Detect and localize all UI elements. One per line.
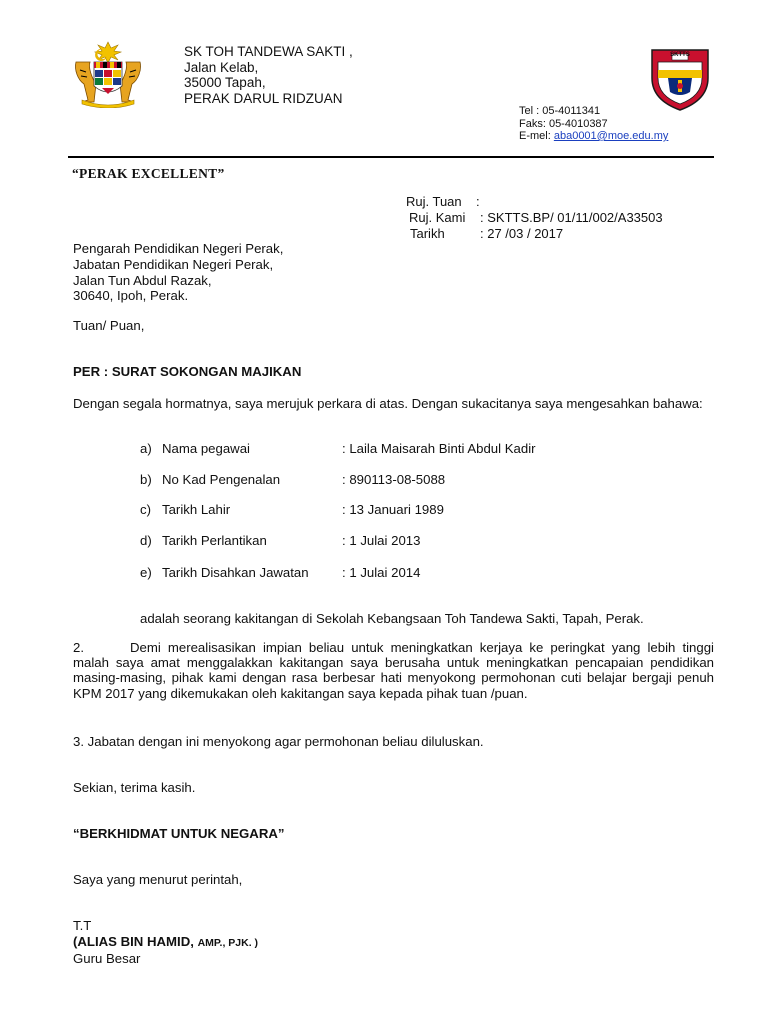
detail-label: Tarikh Disahkan Jawatan <box>162 565 309 580</box>
tt-mark: T.T <box>73 918 92 933</box>
para2-text: Demi merealisasikan impian beliau untuk meningkatkan kerjaya ke peringkat yang lebih tinggi malah saya amat menggalakkan kakitangan saya berusaha untuk meningkatkan pencapaian pendidikan masing-masing, pihak kami dengan rasa berbesar hati menyokong permohonan cuti belajar bergaji penuh KPM 2017 yang dikemukakan oleh kakitangan saya kepada pihak tuan /puan. <box>73 640 714 701</box>
contact-block <box>519 105 668 143</box>
detail-letter: a) <box>140 441 152 456</box>
ruj-kami-value: : SKTTS.BP/ 01/11/002/A33503 <box>480 210 663 225</box>
address-line: 35000 Tapah, <box>184 75 266 90</box>
school-address-block <box>184 44 353 106</box>
address-line: Jalan Kelab, <box>184 59 259 75</box>
signatory-name-text: (ALIAS BIN HAMID, <box>73 933 194 949</box>
ruj-tuan-value: : <box>476 194 480 209</box>
ruj-kami-label: Ruj. Kami <box>409 210 466 225</box>
tarikh-row <box>410 226 663 242</box>
closing-line: Sekian, terima kasih. <box>73 780 196 795</box>
signatory-titles: AMP., PJK. ) <box>197 936 259 949</box>
signatory-position: Guru Besar <box>73 951 141 966</box>
detail-value: : 13 Januari 1989 <box>342 502 444 517</box>
detail-label: Nama pegawai <box>162 441 250 456</box>
para3-paragraph: 3. Jabatan dengan ini menyokong agar permohonan beliau diluluskan. <box>73 734 484 749</box>
detail-value: : Laila Maisarah Binti Abdul Kadir <box>342 441 536 456</box>
detail-letter: d) <box>140 533 152 548</box>
staff-line: adalah seorang kakitangan di Sekolah Kebangsaan Toh Tandewa Sakti, Tapah, Perak. <box>140 611 644 626</box>
detail-letter: b) <box>140 472 152 487</box>
recipient-line: 30640, Ipoh, Perak. <box>73 288 189 304</box>
fax-line: Faks: 05-4010387 <box>519 117 608 130</box>
email-link[interactable]: aba0001@moe.edu.my <box>553 130 669 142</box>
recipient-line: Pengarah Pendidikan Negeri Perak, <box>73 241 284 256</box>
para2-paragraph <box>73 640 714 701</box>
intro-paragraph: Dengan segala hormatnya, saya merujuk perkara di atas. Dengan sukacitanya saya mengesahkan bahawa: <box>73 396 703 411</box>
ruj-tuan-label: Ruj. Tuan <box>406 194 462 209</box>
detail-label: Tarikh Lahir <box>162 502 231 517</box>
reference-block <box>406 194 663 242</box>
malaysia-crest-icon <box>72 40 144 108</box>
recipient-line: Jalan Tun Abdul Razak, <box>73 272 212 288</box>
logo-text: SKTTS <box>670 52 690 58</box>
subject-line: PER : SURAT SOKONGAN MAJIKAN <box>73 364 302 379</box>
salutation: Tuan/ Puan, <box>73 318 145 333</box>
recipient-block <box>73 241 283 304</box>
signatory-name <box>73 934 258 952</box>
ruj-tuan-row <box>406 194 663 210</box>
detail-letter: e) <box>140 565 152 580</box>
school-name: SK TOH TANDEWA SAKTI , <box>184 44 353 59</box>
detail-letter: c) <box>140 502 151 517</box>
motto-top: “PERAK EXCELLENT” <box>72 166 225 181</box>
detail-value: : 1 Julai 2014 <box>342 565 421 580</box>
para2-number: 2. <box>73 640 84 655</box>
header-divider <box>68 156 714 158</box>
detail-value: : 1 Julai 2013 <box>342 533 421 548</box>
recipient-line: Jabatan Pendidikan Negeri Perak, <box>73 256 274 272</box>
ruj-kami-row <box>409 210 663 226</box>
detail-label: No Kad Pengenalan <box>162 472 281 487</box>
email-line <box>519 130 668 143</box>
detail-value: : 890113-08-5088 <box>342 472 446 487</box>
tarikh-value: : 27 /03 / 2017 <box>480 226 564 241</box>
motto-bottom: “BERKHIDMAT UNTUK NEGARA” <box>73 826 285 841</box>
address-line: PERAK DARUL RIDZUAN <box>184 90 343 106</box>
email-label: E-mel: <box>519 130 554 142</box>
sign-off: Saya yang menurut perintah, <box>73 872 243 887</box>
signature-block <box>73 918 258 967</box>
detail-label: Tarikh Perlantikan <box>162 533 267 548</box>
tarikh-label: Tarikh <box>410 226 445 241</box>
details-list <box>140 441 700 591</box>
tel-line: Tel : 05-4011341 <box>519 105 601 117</box>
